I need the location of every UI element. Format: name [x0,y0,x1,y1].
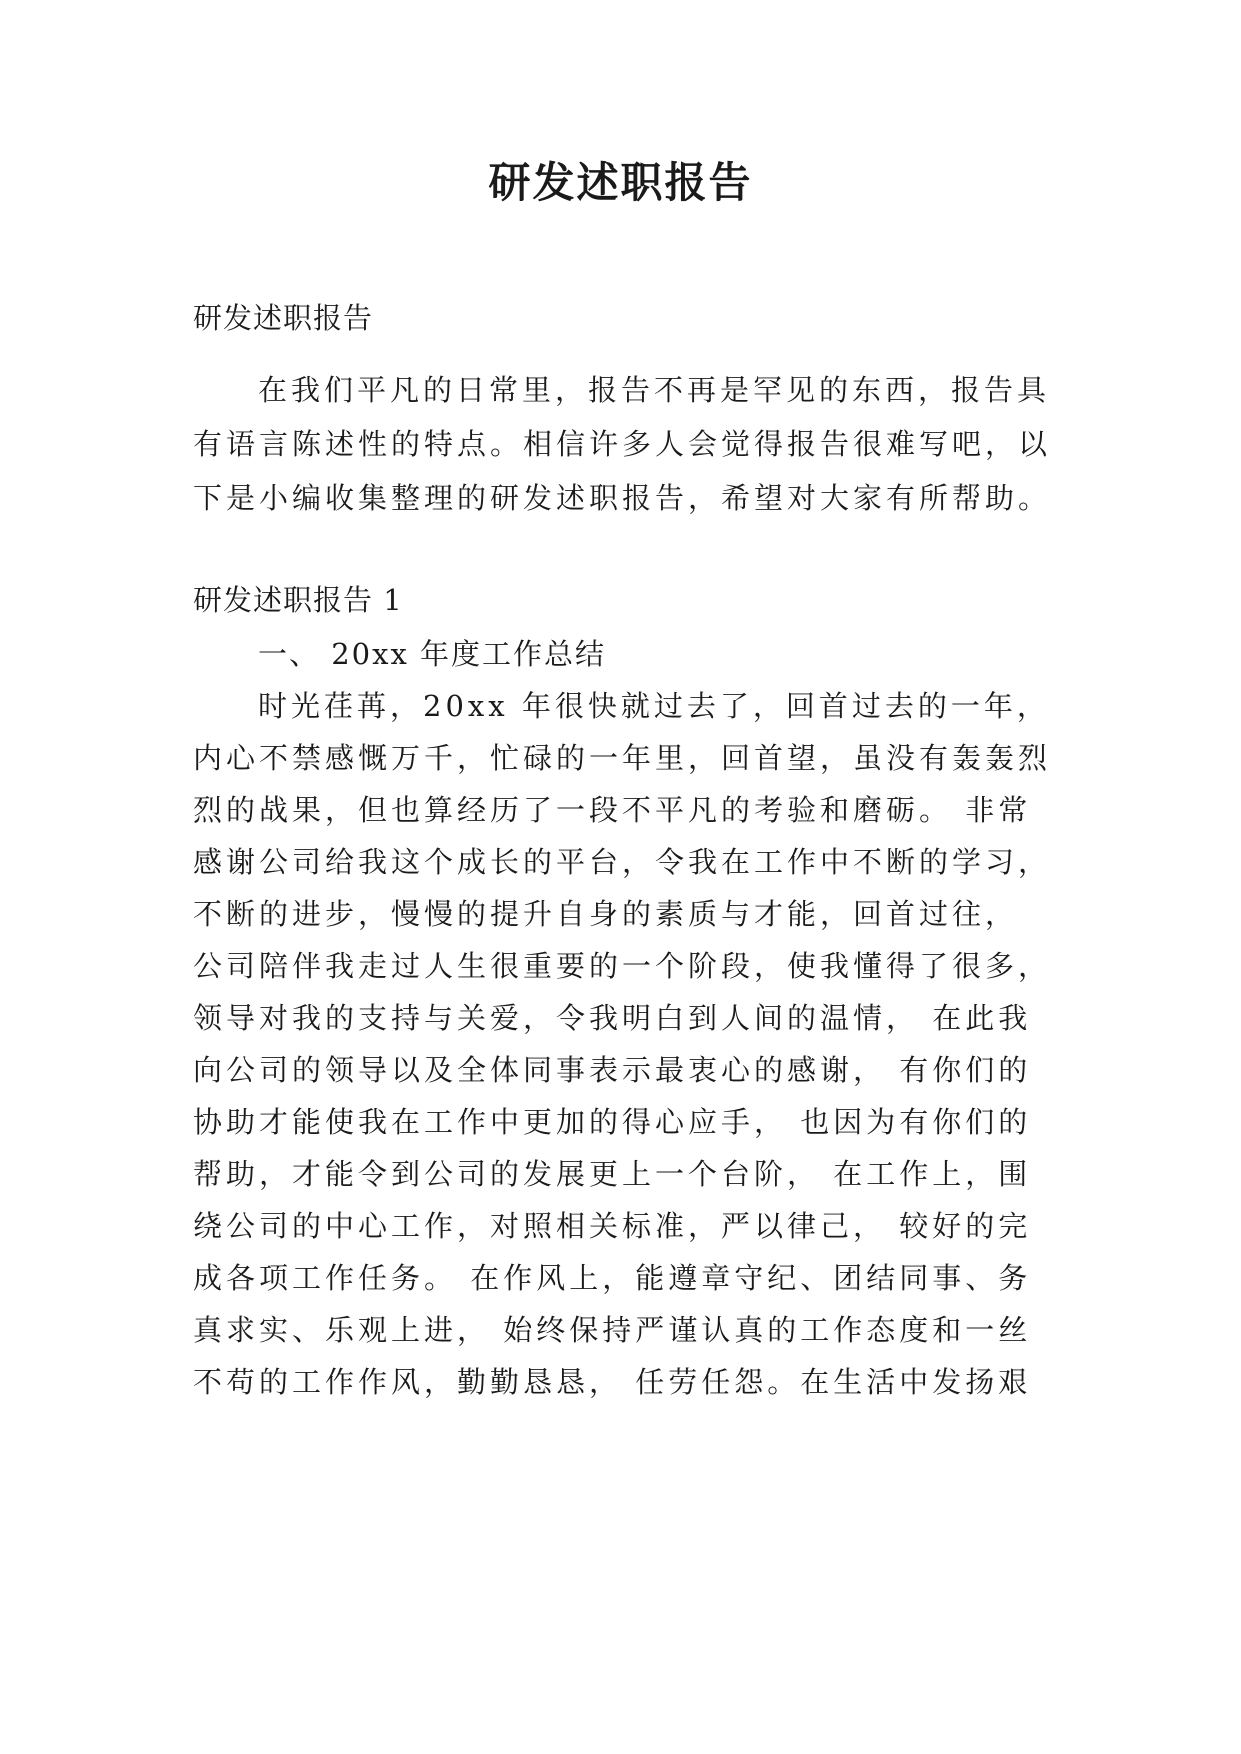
body-line: 不苟的工作作风，勤勤恳恳， 任劳任怨。在生活中发扬艰 [193,1365,1032,1399]
body-line: 烈的战果，但也算经历了一段不平凡的考验和磨砺。 非常 [193,793,1032,827]
intro-line: 有语言陈述性的特点。相信许多人会觉得报告很难写吧，以 [193,427,1052,461]
body-line: 帮助，才能令到公司的发展更上一个台阶， 在工作上，围 [193,1157,1032,1191]
body-line: 领导对我的支持与关爱，令我明白到人间的温情， 在此我 [193,1001,1032,1035]
body-line: 内心不禁感慨万千，忙碌的一年里，回首望，虽没有轰轰烈 [193,741,1052,775]
intro-line: 在我们平凡的日常里，报告不再是罕见的东西，报告具 [258,373,1051,407]
body-line: 成各项工作任务。 在作风上，能遵章守纪、团结同事、务 [193,1261,1032,1295]
body-line: 向公司的领导以及全体同事表示最衷心的感谢， 有你们的 [193,1053,1032,1087]
document-title: 研发述职报告 [488,158,753,207]
body-line: 真求实、乐观上进， 始终保持严谨认真的工作态度和一丝 [193,1313,1032,1347]
section-heading: 研发述职报告 1 [193,583,403,617]
body-line: 协助才能使我在工作中更加的得心应手， 也因为有你们的 [193,1105,1032,1139]
subsection-heading: 一、 20xx 年度工作总结 [258,637,607,671]
body-line: 时光荏苒，20xx 年很快就过去了，回首过去的一年， [258,689,1050,723]
body-line: 绕公司的中心工作，对照相关标准，严以律己， 较好的完 [193,1209,1032,1243]
body-line: 感谢公司给我这个成长的平台，令我在工作中不断的学习， [193,845,1052,879]
document-subtitle: 研发述职报告 [193,301,374,335]
intro-line: 下是小编收集整理的研发述职报告，希望对大家有所帮助。 [193,481,1052,515]
body-line: 公司陪伴我走过人生很重要的一个阶段，使我懂得了很多， [193,949,1052,983]
body-line: 不断的进步，慢慢的提升自身的素质与才能，回首过往， [193,897,1019,931]
